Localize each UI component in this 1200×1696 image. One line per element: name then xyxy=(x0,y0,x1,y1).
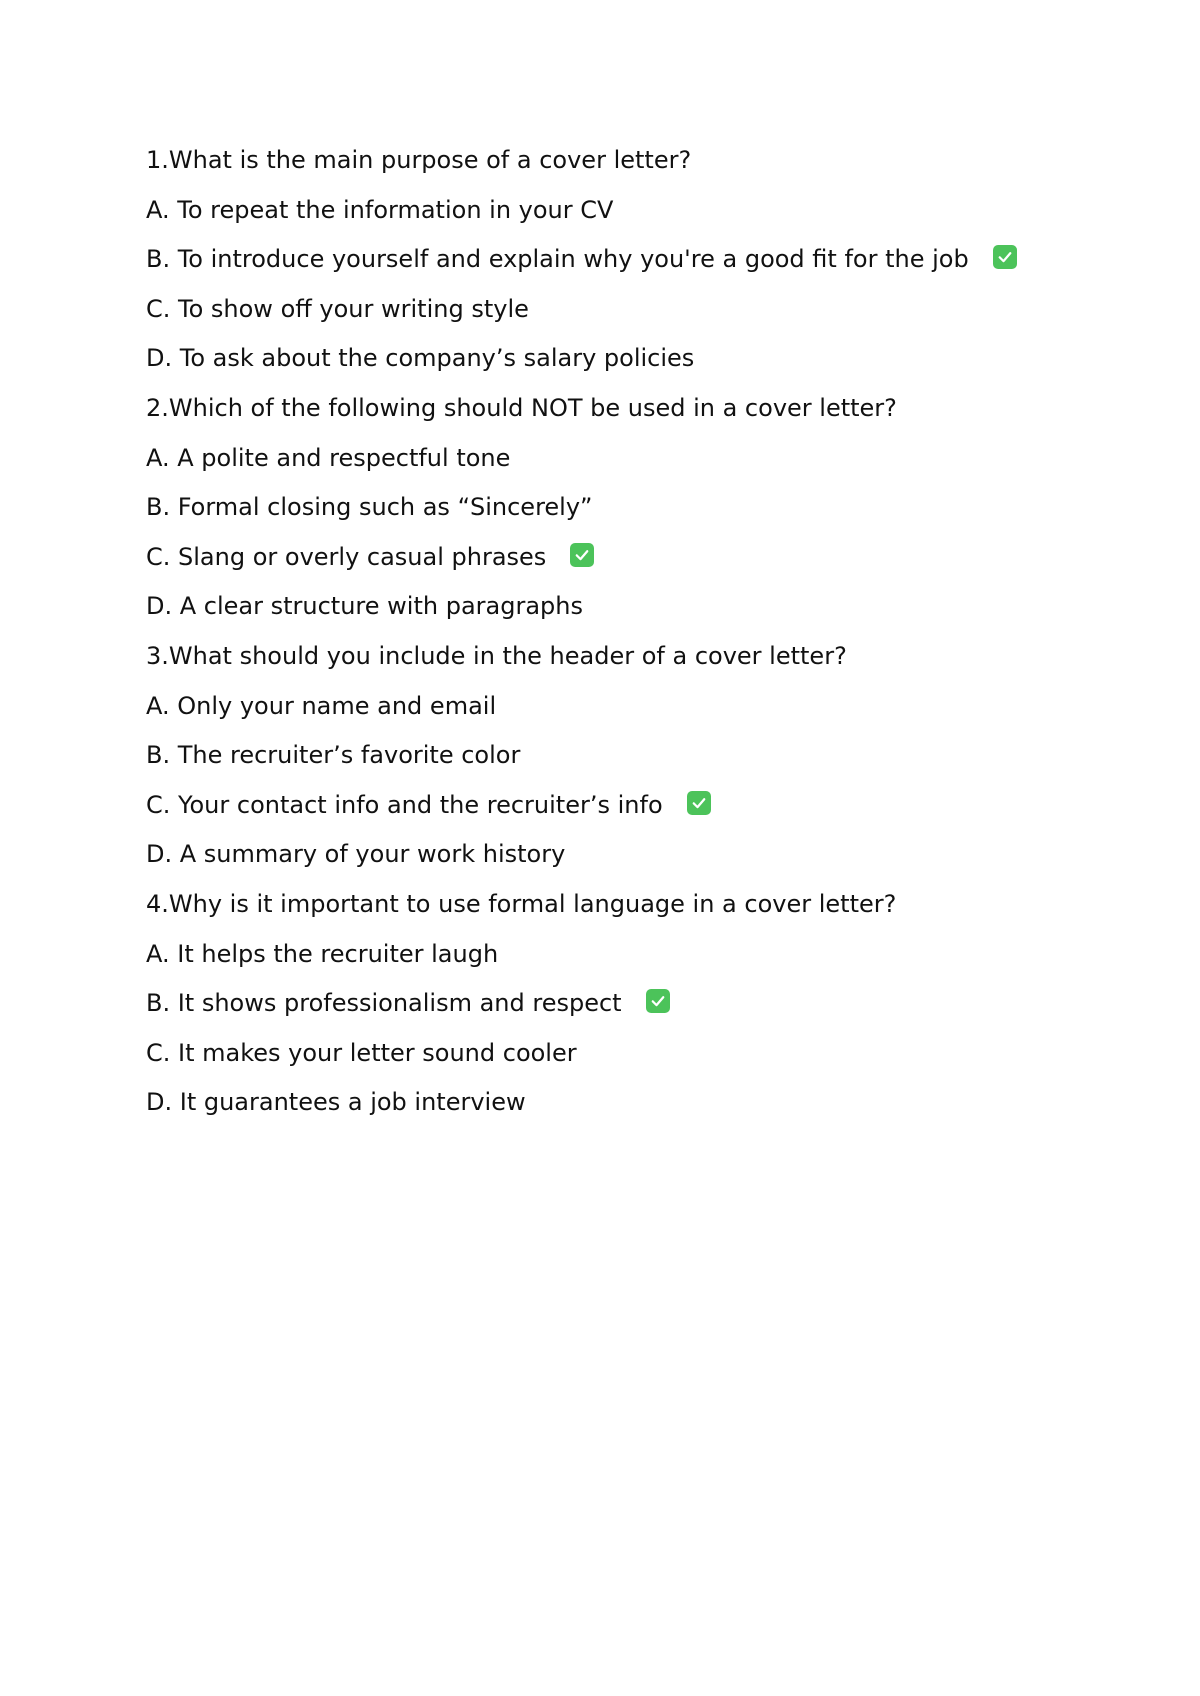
check-mark-button-icon xyxy=(570,543,594,567)
option-3d xyxy=(146,830,1106,880)
question-text: 1.What is the main purpose of a cover letter? xyxy=(146,146,692,174)
question-3 xyxy=(146,632,1106,682)
option-text: C. It makes your letter sound cooler xyxy=(146,1038,577,1067)
option-4b xyxy=(146,979,1106,1029)
question-text: 4.Why is it important to use formal language in a cover letter? xyxy=(146,889,897,918)
option-text: D. It guarantees a job interview xyxy=(146,1088,526,1117)
option-text: D. A clear structure with paragraphs xyxy=(146,592,583,621)
quiz xyxy=(146,136,1106,1128)
option-2c xyxy=(146,533,1106,583)
option-text: A. Only your name and email xyxy=(146,691,497,720)
question-4 xyxy=(146,880,1106,930)
option-text: B. Formal closing such as “Sincerely” xyxy=(146,493,593,522)
question-2 xyxy=(146,384,1106,434)
option-1b xyxy=(146,235,1106,285)
check-mark-button-icon xyxy=(687,791,711,815)
option-text: A. A polite and respectful tone xyxy=(146,443,511,472)
option-1c xyxy=(146,285,1106,335)
option-text: C. To show off your writing style xyxy=(146,294,529,323)
check-mark-button-icon xyxy=(646,989,670,1013)
option-3c xyxy=(146,781,1106,831)
option-2b xyxy=(146,483,1106,533)
option-1a xyxy=(146,186,1106,236)
check-mark-button-icon xyxy=(993,245,1017,269)
question-text: 3.What should you include in the header of a cover letter? xyxy=(146,641,847,670)
option-1d xyxy=(146,334,1106,384)
option-text: D. A summary of your work history xyxy=(146,840,566,869)
option-text: B. The recruiter’s favorite color xyxy=(146,741,521,770)
option-4c xyxy=(146,1029,1106,1079)
option-2d xyxy=(146,582,1106,632)
option-text: A. It helps the recruiter laugh xyxy=(146,939,499,968)
question-text: 2.Which of the following should NOT be used in a cover letter? xyxy=(146,393,897,422)
option-text: B. It shows professionalism and respect xyxy=(146,989,622,1018)
option-text: B. To introduce yourself and explain why you're a good fit for the job xyxy=(146,245,969,274)
option-text: D. To ask about the company’s salary policies xyxy=(146,344,695,373)
option-2a xyxy=(146,434,1106,484)
option-4d xyxy=(146,1078,1106,1128)
option-4a xyxy=(146,930,1106,980)
option-3a xyxy=(146,682,1106,732)
question-1 xyxy=(146,136,1106,186)
option-text: C. Your contact info and the recruiter’s info xyxy=(146,790,663,819)
option-3b xyxy=(146,731,1106,781)
option-text: A. To repeat the information in your CV xyxy=(146,195,614,224)
option-text: C. Slang or overly casual phrases xyxy=(146,542,547,571)
